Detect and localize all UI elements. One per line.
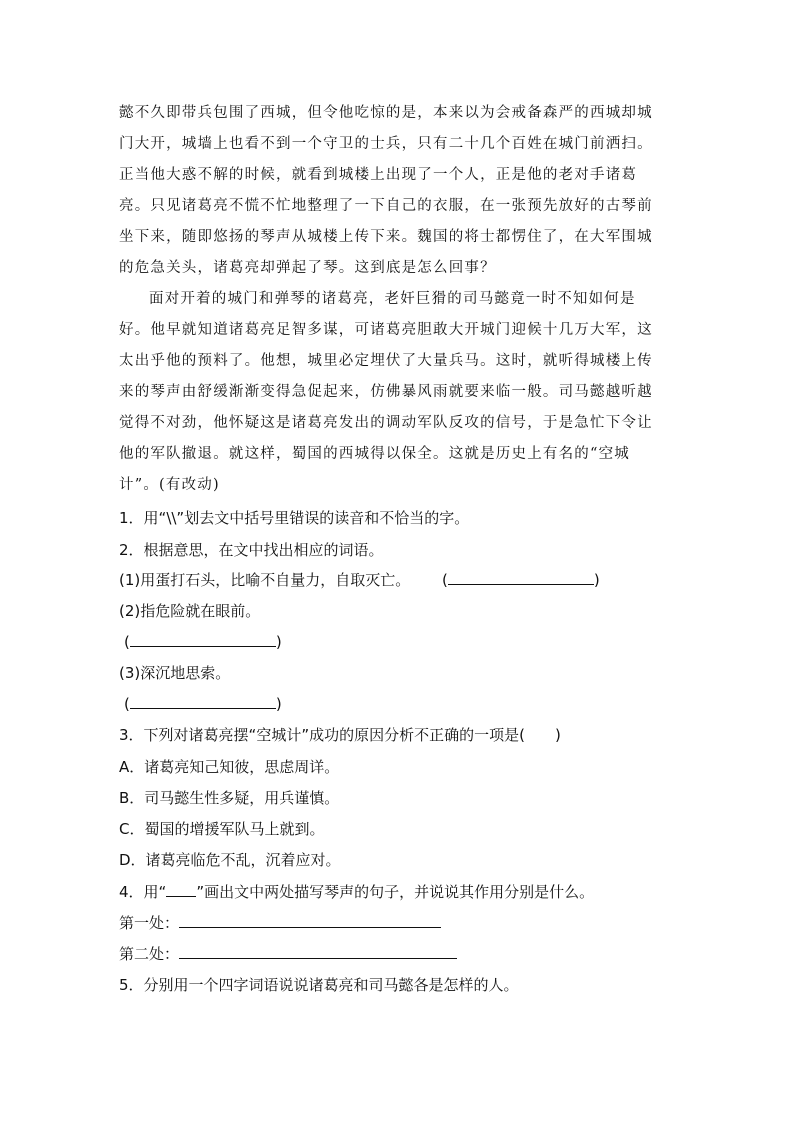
passage-line: 门大开，城墙上也看不到一个守卫的士兵，只有二十几个百姓在城门前洒扫。 bbox=[119, 136, 653, 152]
underline-sample bbox=[166, 883, 196, 897]
passage-paragraph-1 bbox=[119, 98, 679, 284]
question-3-option-d[interactable]: D．诸葛亮临危不乱，沉着应对。 bbox=[119, 851, 341, 869]
answer-line-second[interactable] bbox=[179, 944, 457, 959]
passage-line: 亮。只见诸葛亮不慌不忙地整理了一下自己的衣服，在一张预先放好的古琴前 bbox=[119, 198, 653, 214]
passage-line: 好。他早就知道诸葛亮足智多谋，可诸葛亮胆敢大开城门迎候十几万大军，这 bbox=[119, 322, 653, 338]
question-2-item-3: (3)深沉地思索。 bbox=[119, 664, 231, 682]
passage-line: 懿不久即带兵包围了西城，但令他吃惊的是，本来以为会戒备森严的西城却城 bbox=[119, 105, 653, 121]
question-4: 4．用“ ”画出文中两处描写琴声的句子，并说说其作用分别是什么。 bbox=[119, 883, 595, 901]
question-3-option-a[interactable]: A．诸葛亮知己知彼，思虑周详。 bbox=[119, 758, 340, 776]
passage-line: 他的军队撤退。就这样，蜀国的西城得以保全。这就是历史上有名的“空城 bbox=[119, 446, 631, 462]
question-2: 2．根据意思，在文中找出相应的词语。 bbox=[119, 541, 384, 559]
question-5: 5．分别用一个四字词语说说诸葛亮和司马懿各是怎样的人。 bbox=[119, 976, 519, 994]
question-4-first: 第一处： bbox=[119, 913, 441, 933]
passage-line: 来的琴声由舒缓渐渐变得急促起来，仿佛暴风雨就要来临一般。司马懿越听越 bbox=[119, 384, 653, 400]
passage-line: 太出乎他的预料了。他想，城里必定埋伏了大量兵马。这时，就听得城楼上传 bbox=[119, 353, 653, 369]
passage-line: 觉得不对劲，他怀疑这是诸葛亮发出的调动军队反攻的信号，于是急忙下令让 bbox=[119, 415, 653, 431]
question-1: 1．用“\\”划去文中括号里错误的读音和不恰当的字。 bbox=[119, 509, 470, 527]
passage-line: 坐下来，随即悠扬的琴声从城楼上传下来。魏国的将士都愣住了，在大军围城 bbox=[119, 229, 653, 245]
passage-paragraph-2 bbox=[119, 284, 679, 501]
passage-line: 正当他大惑不解的时候，就看到城楼上出现了一个人，正是他的老对手诸葛 bbox=[119, 167, 638, 183]
answer-blank-2[interactable]: ( ) bbox=[124, 633, 282, 651]
question-2-item-2: (2)指危险就在眼前。 bbox=[119, 602, 261, 620]
passage-line: 面对开着的城门和弹琴的诸葛亮，老奸巨猾的司马懿竟一时不知如何是 bbox=[149, 291, 636, 307]
passage-line: 计”。(有改动) bbox=[119, 477, 220, 493]
question-2-item-1-text: (1)用蛋打石头，比喻不自量力，自取灭亡。 bbox=[119, 571, 411, 589]
passage-line: 的危急关头，诸葛亮却弹起了琴。这到底是怎么回事？ bbox=[119, 260, 496, 276]
question-3-option-c[interactable]: C．蜀国的增援军队马上就到。 bbox=[119, 820, 325, 838]
question-2-item-1 bbox=[119, 570, 600, 590]
answer-blank-3[interactable]: ( ) bbox=[124, 695, 282, 713]
question-4-second: 第二处： bbox=[119, 944, 457, 964]
answer-blank-1[interactable]: ( ) bbox=[442, 571, 600, 589]
question-3-option-b[interactable]: B．司马懿生性多疑，用兵谨慎。 bbox=[119, 789, 340, 807]
question-3: 3．下列对诸葛亮摆“空城计”成功的原因分析不正确的一项是( ) bbox=[119, 726, 561, 744]
answer-line-first[interactable] bbox=[179, 913, 441, 928]
